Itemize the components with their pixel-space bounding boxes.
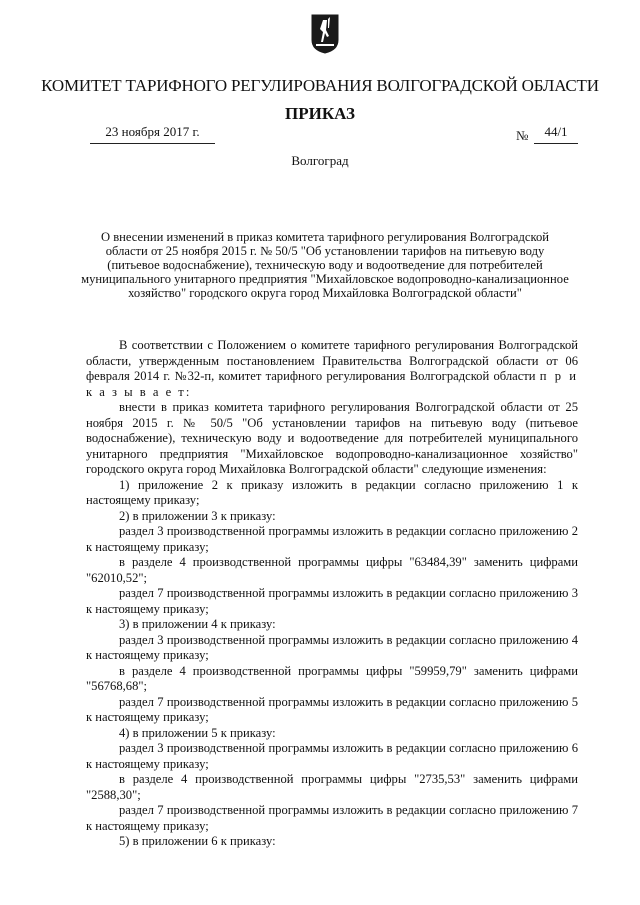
body-paragraph: 3) в приложении 4 к приказу: [119,617,276,631]
committee-name: КОМИТЕТ ТАРИФНОГО РЕГУЛИРОВАНИЯ ВОЛГОГРАДСКОЙ ОБЛАСТИ [41,76,599,95]
order-title: ПРИКАЗ [285,104,355,123]
body-paragraph: 5) в приложении 6 к приказу: [119,834,276,848]
order-subject: О внесении изменений в приказ комитета тарифного регулирования Волгоградской области от 25 ноября 2015 г. № 50/5 "Об установлении тарифов на питьевую воду (питьевое водоснабжение), техническую воду и водоотведение для потребителей муниципального унитарного предприятия "Михайловское водопроводно-канализационное хозяйство" городского округа город Михайловка Волгоградской области" [81,230,569,300]
body-paragraph: 4) в приложении 5 к приказу: [119,725,276,740]
preamble-paragraph [86,338,578,400]
body-paragraph: в разделе 4 производственной программы цифры "63484,39" заменить цифрами "62010,52"; [86,555,578,585]
city: Волгоград [291,153,349,168]
body-paragraph: раздел 3 производственной программы изложить в редакции согласно приложению 2 к настоящему приказу; [86,524,578,554]
orders-colon: : [185,384,190,399]
number-underline [534,143,578,144]
body-paragraph: раздел 3 производственной программы изложить в редакции согласно приложению 6 к настоящему приказу; [86,741,578,771]
order-number: 44/1 [544,124,568,139]
body-paragraph: раздел 7 производственной программы изложить в редакции согласно приложению 5 к настоящему приказу; [86,694,578,724]
body-paragraph: в разделе 4 производственной программы цифры "59959,79" заменить цифрами "56768,68"; [86,663,578,693]
volgograd-emblem-icon [310,14,340,54]
date-underline [90,143,215,144]
body-paragraph: в разделе 4 производственной программы цифры "2735,53" заменить цифрами "2588,30"; [86,772,578,802]
preamble-text: В соответствии с Положением о комитете тарифного регулирования Волгоградской области, утвержденным постановлением Правительства Волгоградской области от 06 февраля 2014 г. №32-п, комитет тарифного регулирования Волгоградской области [86,338,578,383]
orders-word: п р и к а з ы в а е т [86,369,579,399]
body-paragraph: раздел 3 производственной программы изложить в редакции согласно приложению 4 к настоящему приказу; [86,632,578,662]
number-sign: № [516,128,529,143]
body-paragraph: 1) приложение 2 к приказу изложить в редакции согласно приложению 1 к настоящему приказу; [86,477,578,507]
order-date: 23 ноября 2017 г. [105,124,200,139]
body-paragraph: внести в приказ комитета тарифного регулирования Волгоградской области от 25 ноября 2015 г. № 50/5 "Об установлении тарифов на питьевую воду (питьевое водоснабжение), техническую воду и водоотведение для потребителей муниципального унитарного предприятия "Михайловское водопроводно-канализационное хозяйство" городского округа город Михайловка Волгоградской области" следующие изменения: [86,400,578,476]
body-paragraph: раздел 7 производственной программы изложить в редакции согласно приложению 7 к настоящему приказу; [86,803,578,833]
body-paragraph: 2) в приложении 3 к приказу: [119,508,276,523]
order-body [86,338,578,850]
body-paragraph: раздел 7 производственной программы изложить в редакции согласно приложению 3 к настоящему приказу; [86,586,578,616]
